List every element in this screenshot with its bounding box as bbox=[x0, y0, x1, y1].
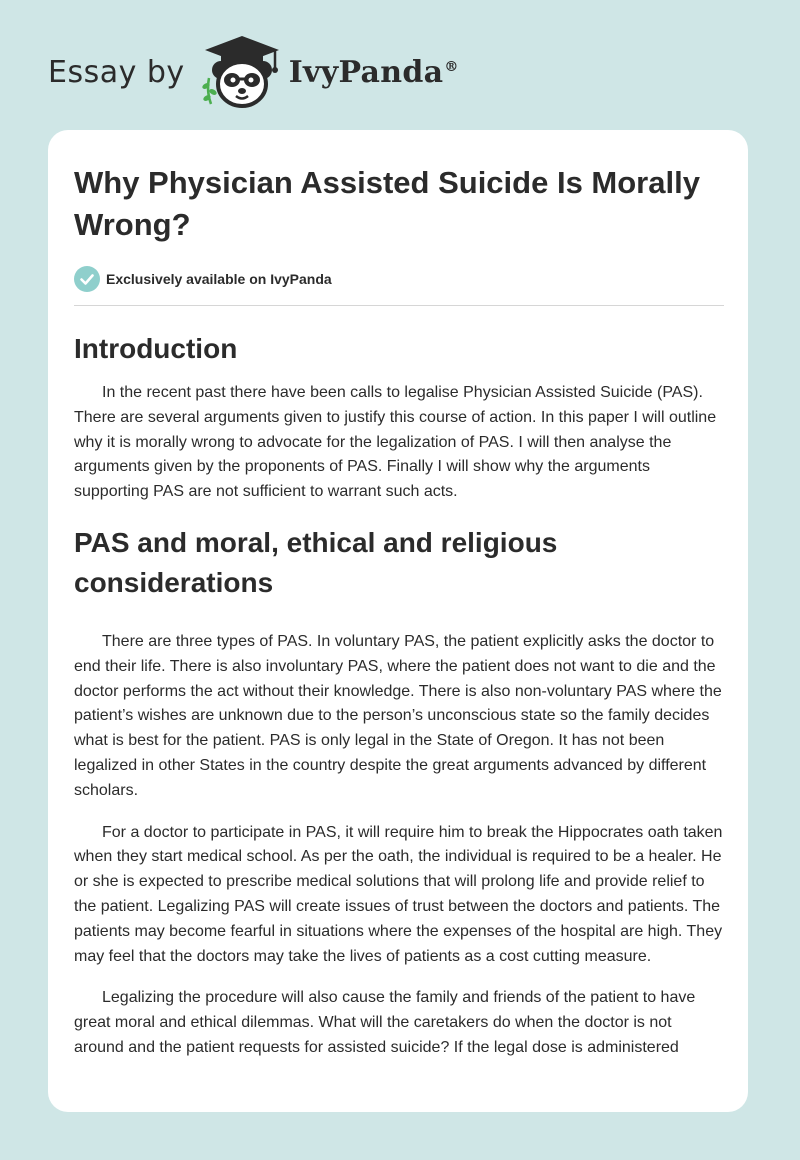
essay-card bbox=[48, 130, 748, 1112]
panda-graduate-icon bbox=[199, 34, 285, 110]
check-circle-icon bbox=[74, 266, 100, 292]
essay-by-label: Essay by bbox=[48, 54, 185, 90]
brand-name-text: IvyPanda bbox=[288, 54, 444, 90]
section-heading-introduction: Introduction bbox=[74, 333, 238, 364]
paragraph: There are three types of PAS. In voluntary PAS, the patient explicitly asks the doctor to end their life. There is also involuntary PAS, where the patient does not want to die and the doctor performs the act without their knowledge. There is also non-voluntary PAS where the patient’s wishes are unknown due to the person’s unconscious state so the family decides what is best for the patient. PAS is only legal in the State of Oregon. It has not been legalized in other States in the country despite the great arguments advanced by different scholars. bbox=[74, 632, 722, 799]
essay-title: Why Physician Assisted Suicide Is Morally Wrong? bbox=[74, 165, 700, 242]
essay-content bbox=[74, 162, 724, 1061]
paragraph: Legalizing the procedure will also cause the family and friends of the patient to have great moral and ethical dilemmas. What will the caretakers do when the doctor is not around and the patient requests for assisted suicide? If the legal dose is administered bbox=[74, 989, 696, 1056]
paragraph: In the recent past there have been calls to legalise Physician Assisted Suicide (PAS). There are several arguments given to justify this course of action. In this paper I will outline why it is morally wrong to advocate for the legalization of PAS. I will then analyse the arguments given by the proponents of PAS. Finally I will show why the arguments supporting PAS are not sufficient to warrant such acts. bbox=[74, 384, 717, 501]
site-brand[interactable] bbox=[48, 34, 459, 110]
title-divider bbox=[74, 305, 724, 306]
exclusive-label: Exclusively available on IvyPanda bbox=[106, 271, 332, 287]
brand-name bbox=[289, 55, 459, 90]
paragraph: For a doctor to participate in PAS, it will require him to break the Hippocrates oath taken when they start medical school. As per the oath, the individual is required to be a healer. He or she is expected to prescribe medical solutions that will prolong life and provide relief to the patient. Legalizing PAS will create issues of trust between the doctors and patients. The patients may become fearful in situations where the expenses of the hospital are high. They may feel that the doctors may take the lives of patients as a cost cutting measure. bbox=[74, 823, 723, 965]
section-heading-pas-considerations: PAS and moral, ethical and religious considerations bbox=[74, 526, 558, 598]
registered-mark: ® bbox=[444, 58, 459, 75]
exclusive-badge bbox=[74, 266, 724, 292]
